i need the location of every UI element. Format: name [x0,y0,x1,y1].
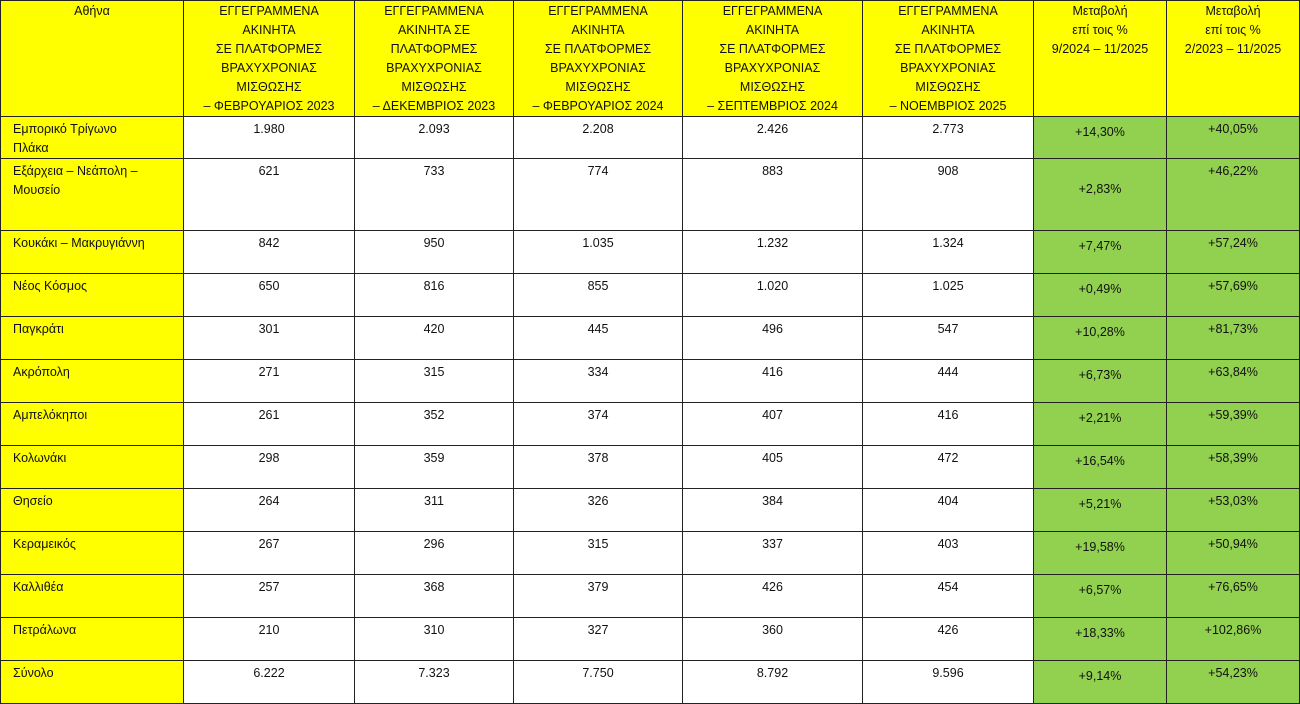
change-cell: +76,65% [1167,575,1300,618]
change-cell: +9,14% [1034,661,1167,704]
table-row [1,575,1300,618]
header-sep-2024: ΕΓΓΕΓΡΑΜΜΕΝΑ ΑΚΙΝΗΤΑ ΣΕ ΠΛΑΤΦΟΡΜΕΣ ΒΡΑΧΥΧΡΟΝΙΑΣ ΜΙΣΘΩΣΗΣ – ΣΕΠΤΕΜΒΡΙΟΣ 2024 [683,1,863,117]
value-cell: 1.020 [683,274,863,317]
value-cell: 405 [683,446,863,489]
value-cell: 547 [863,317,1034,360]
value-cell: 368 [355,575,514,618]
change-cell: +14,30% [1034,117,1167,159]
change-cell: +54,23% [1167,661,1300,704]
change-cell: +7,47% [1034,231,1167,274]
area-name: Αμπελόκηποι [1,403,184,446]
value-cell: 374 [514,403,683,446]
area-name: Ακρόπολη [1,360,184,403]
value-cell: 426 [863,618,1034,661]
header-row [1,1,1300,117]
value-cell: 454 [863,575,1034,618]
value-cell: 426 [683,575,863,618]
value-cell: 842 [184,231,355,274]
value-cell: 416 [863,403,1034,446]
value-cell: 311 [355,489,514,532]
change-cell: +63,84% [1167,360,1300,403]
value-cell: 472 [863,446,1034,489]
value-cell: 420 [355,317,514,360]
value-cell: 379 [514,575,683,618]
change-cell: +6,73% [1034,360,1167,403]
value-cell: 2.208 [514,117,683,159]
value-cell: 384 [683,489,863,532]
value-cell: 407 [683,403,863,446]
value-cell: 360 [683,618,863,661]
value-cell: 7.323 [355,661,514,704]
value-cell: 9.596 [863,661,1034,704]
change-cell: +10,28% [1034,317,1167,360]
change-cell: +102,86% [1167,618,1300,661]
change-cell: +53,03% [1167,489,1300,532]
area-name: Κουκάκι – Μακρυγιάννη [1,231,184,274]
value-cell: 261 [184,403,355,446]
table-row [1,403,1300,446]
value-cell: 267 [184,532,355,575]
value-cell: 855 [514,274,683,317]
value-cell: 7.750 [514,661,683,704]
value-cell: 403 [863,532,1034,575]
table-row [1,618,1300,661]
value-cell: 404 [863,489,1034,532]
table-row-total [1,661,1300,704]
value-cell: 816 [355,274,514,317]
table-row [1,489,1300,532]
table-row [1,446,1300,489]
area-name: Εξάρχεια – Νεάπολη – Μουσείο [1,159,184,231]
value-cell: 301 [184,317,355,360]
value-cell: 496 [683,317,863,360]
value-cell: 310 [355,618,514,661]
value-cell: 733 [355,159,514,231]
value-cell: 416 [683,360,863,403]
table-row [1,532,1300,575]
table-row [1,159,1300,231]
table-row [1,231,1300,274]
value-cell: 1.980 [184,117,355,159]
change-cell: +5,21% [1034,489,1167,532]
value-cell: 210 [184,618,355,661]
value-cell: 334 [514,360,683,403]
change-cell: +58,39% [1167,446,1300,489]
value-cell: 352 [355,403,514,446]
value-cell: 444 [863,360,1034,403]
table-row [1,317,1300,360]
value-cell: 6.222 [184,661,355,704]
change-cell: +0,49% [1034,274,1167,317]
change-cell: +81,73% [1167,317,1300,360]
value-cell: 264 [184,489,355,532]
change-cell: +2,83% [1034,159,1167,231]
change-cell: +2,21% [1034,403,1167,446]
area-name: Παγκράτι [1,317,184,360]
table-row [1,274,1300,317]
area-name: Κεραμεικός [1,532,184,575]
header-feb-2023: ΕΓΓΕΓΡΑΜΜΕΝΑ ΑΚΙΝΗΤΑ ΣΕ ΠΛΑΤΦΟΡΜΕΣ ΒΡΑΧΥΧΡΟΝΙΑΣ ΜΙΣΘΩΣΗΣ – ΦΕΒΡΟΥΑΡΙΟΣ 2023 [184,1,355,117]
value-cell: 315 [355,360,514,403]
value-cell: 774 [514,159,683,231]
value-cell: 271 [184,360,355,403]
change-cell: +6,57% [1034,575,1167,618]
value-cell: 2.773 [863,117,1034,159]
area-name: Νέος Κόσμος [1,274,184,317]
area-name: Πετράλωνα [1,618,184,661]
value-cell: 257 [184,575,355,618]
table-row [1,360,1300,403]
change-cell: +57,69% [1167,274,1300,317]
value-cell: 950 [355,231,514,274]
area-name: Καλλιθέα [1,575,184,618]
change-cell: +59,39% [1167,403,1300,446]
table-row [1,117,1300,159]
change-cell: +16,54% [1034,446,1167,489]
value-cell: 445 [514,317,683,360]
value-cell: 908 [863,159,1034,231]
value-cell: 326 [514,489,683,532]
value-cell: 2.426 [683,117,863,159]
header-change-2023-2025: Μεταβολή επί τοις % 2/2023 – 11/2025 [1167,1,1300,117]
change-cell: +50,94% [1167,532,1300,575]
value-cell: 359 [355,446,514,489]
header-area: Αθήνα [1,1,184,117]
value-cell: 337 [683,532,863,575]
value-cell: 1.035 [514,231,683,274]
value-cell: 650 [184,274,355,317]
value-cell: 378 [514,446,683,489]
header-dec-2023: ΕΓΓΕΓΡΑΜΜΕΝΑ ΑΚΙΝΗΤΑ ΣΕ ΠΛΑΤΦΟΡΜΕΣ ΒΡΑΧΥΧΡΟΝΙΑΣ ΜΙΣΘΩΣΗΣ – ΔΕΚΕΜΒΡΙΟΣ 2023 [355,1,514,117]
header-change-2024-2025: Μεταβολή επί τοις % 9/2024 – 11/2025 [1034,1,1167,117]
change-cell: +57,24% [1167,231,1300,274]
change-cell: +46,22% [1167,159,1300,231]
header-feb-2024: ΕΓΓΕΓΡΑΜΜΕΝΑ ΑΚΙΝΗΤΑ ΣΕ ΠΛΑΤΦΟΡΜΕΣ ΒΡΑΧΥΧΡΟΝΙΑΣ ΜΙΣΘΩΣΗΣ – ΦΕΒΡΟΥΑΡΙΟΣ 2024 [514,1,683,117]
value-cell: 883 [683,159,863,231]
value-cell: 327 [514,618,683,661]
area-name: Κολωνάκι [1,446,184,489]
change-cell: +18,33% [1034,618,1167,661]
value-cell: 8.792 [683,661,863,704]
area-name: Θησείο [1,489,184,532]
value-cell: 2.093 [355,117,514,159]
change-cell: +19,58% [1034,532,1167,575]
value-cell: 1.232 [683,231,863,274]
value-cell: 315 [514,532,683,575]
change-cell: +40,05% [1167,117,1300,159]
value-cell: 298 [184,446,355,489]
value-cell: 1.324 [863,231,1034,274]
value-cell: 1.025 [863,274,1034,317]
area-name: Εμπορικό Τρίγωνο Πλάκα [1,117,184,159]
area-name: Σύνολο [1,661,184,704]
value-cell: 621 [184,159,355,231]
value-cell: 296 [355,532,514,575]
header-nov-2025: ΕΓΓΕΓΡΑΜΜΕΝΑ ΑΚΙΝΗΤΑ ΣΕ ΠΛΑΤΦΟΡΜΕΣ ΒΡΑΧΥΧΡΟΝΙΑΣ ΜΙΣΘΩΣΗΣ – ΝΟΕΜΒΡΙΟΣ 2025 [863,1,1034,117]
